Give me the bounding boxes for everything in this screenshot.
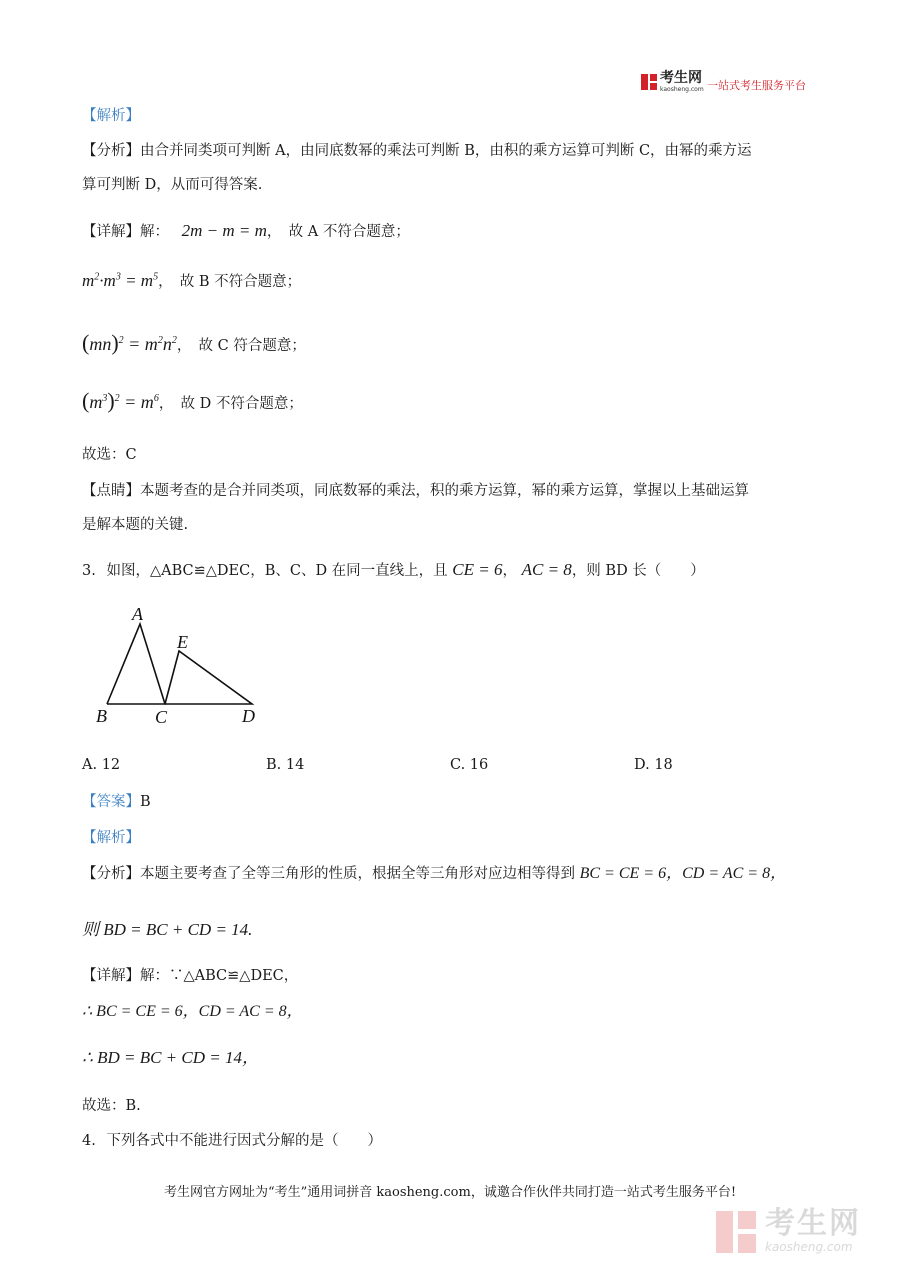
jiexi-tag: 【解析】 (82, 108, 140, 124)
q2-fenxi-line1: 【分析】由合并同类项可判断 A，由同底数幂的乘法可判断 B，由积的乘方运算可判断 C，由幂的乘方运 (82, 143, 752, 159)
q2-dianjing-line2: 是解本题的关键. (82, 517, 189, 533)
header-slogan: 一站式考生服务平台 (707, 79, 806, 92)
q4-stem: 4. 下列各式中不能进行因式分解的是（ ） (82, 1133, 382, 1149)
q2-choice: 故选：C (82, 447, 137, 463)
q2-step-d: $(m^3)^2 = m^6$， 故 D 不符合题意； (82, 388, 303, 413)
q3-xiangjie-line3: ∴ BD = BC + CD = 14， (82, 1048, 259, 1067)
q2-step-a: 【详解】解： 2m − m = m， 故 A 不符合题意； (82, 221, 410, 240)
q3-number: 3. (82, 563, 96, 579)
triangle-dec (165, 651, 252, 704)
q3-answer: 【答案】B (82, 794, 151, 810)
q4-number: 4. (82, 1133, 96, 1149)
kaosheng-logo-icon (641, 74, 657, 90)
q3-stem: 3. 如图，△ABC≌△DEC，B、C、D 在同一直线上，且 CE = 6， AC = 8，则 BD 长（ ） (82, 560, 705, 579)
fenxi-tag: 【分析】 (82, 143, 140, 159)
watermark-name: 考生网 (765, 1206, 861, 1241)
q3-fenxi-line2: 则 BD = BC + CD = 14. (82, 920, 253, 939)
label-c: C (155, 707, 168, 727)
q2-fenxi-line2: 算可判断 D，从而可得答案. (82, 177, 263, 193)
q3-xiangjie-line1: 【详解】解：∵△ABC≌△DEC， (82, 968, 299, 984)
dianjing-tag: 【点睛】 (82, 483, 140, 499)
step-a-math: 2m − m = m (181, 221, 267, 240)
q3-choice: 故选：B. (82, 1098, 141, 1114)
option-c[interactable]: C. 16 (450, 757, 489, 773)
option-d[interactable]: D. 18 (634, 757, 673, 773)
q3-xiangjie-line2: ∴ BC = CE = 6，CD = AC = 8， (82, 1003, 303, 1020)
step-b-math: $m^2\cdot m^3 = m^5$ (82, 271, 159, 290)
answer-tag: 【答案】 (82, 794, 140, 810)
label-a: A (132, 604, 143, 624)
triangle-abc (107, 624, 165, 704)
label-d: D (242, 706, 255, 726)
xiangjie-tag: 【详解】 (82, 224, 140, 240)
option-a[interactable]: A. 12 (82, 757, 121, 773)
logo-name: 考生网 (660, 70, 702, 86)
label-b: B (96, 706, 107, 726)
q2-dianjing-line1: 【点睛】本题考查的是合并同类项，同底数幂的乘法，积的乘方运算，幂的乘方运算，掌握以上基础运算 (82, 483, 749, 499)
q2-step-b: $m^2\cdot m^3 = m^5$， 故 B 不符合题意； (82, 271, 302, 290)
q3-jiexi-tag: 【解析】 (82, 830, 140, 846)
triangle-figure (92, 600, 272, 730)
option-b[interactable]: B. 14 (266, 757, 305, 773)
step-d-math: $(m^3)^2 = m^6$ (82, 388, 159, 413)
q3-fenxi-line1: 【分析】本题主要考查了全等三角形的性质，根据全等三角形对应边相等得到 BC = CE = 6，CD = AC = 8， (82, 865, 787, 882)
step-c-math: $(mn)^2 = m^2n^2$ (82, 330, 177, 355)
label-e: E (177, 632, 188, 652)
q2-step-c: $(mn)^2 = m^2n^2$， 故 C 符合题意； (82, 330, 306, 355)
kaosheng-watermark-icon (716, 1211, 756, 1253)
logo-domain: kaosheng.com (660, 86, 704, 93)
footer-text: 考生网官方网址为“考生”通用词拼音 kaosheng.com，诚邀合作伙伴共同打造一站式考生服务平台! (163, 1185, 737, 1200)
watermark-domain: kaosheng.com (765, 1240, 853, 1254)
